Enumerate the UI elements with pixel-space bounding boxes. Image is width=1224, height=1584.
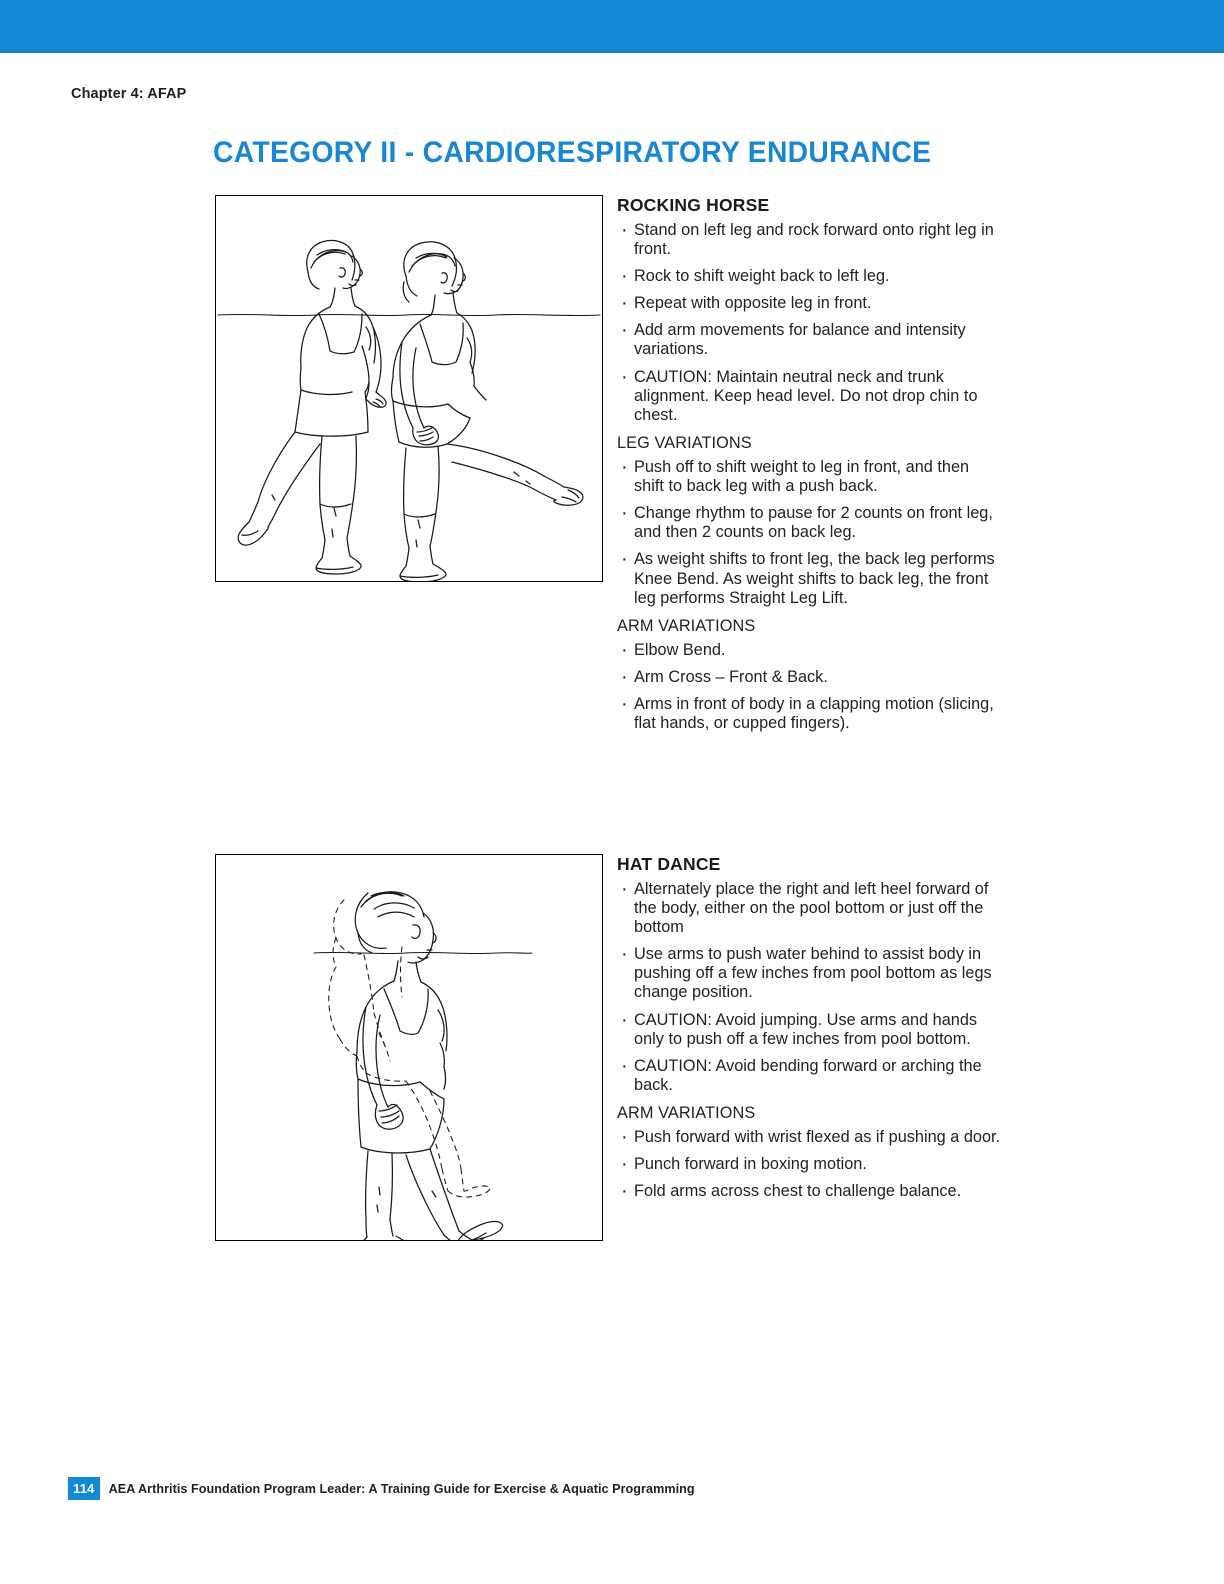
list-item: · Punch forward in boxing motion.	[617, 1155, 1003, 1174]
section-heading-arm-variations: ARM VARIATIONS	[617, 1103, 756, 1122]
list-item: · Repeat with opposite leg in front.	[617, 294, 1003, 313]
arm-variations-list	[617, 641, 1003, 733]
list-item: · CAUTION: Avoid bending forward or arching the back.	[617, 1057, 1003, 1095]
exercise-text-rocking-horse	[617, 195, 1003, 733]
section-heading-arm-variations: ARM VARIATIONS	[617, 616, 756, 635]
illustration-hat-dance	[215, 854, 603, 1241]
list-item: · Fold arms across chest to challenge balance.	[617, 1182, 1003, 1201]
list-item: · Alternately place the right and left heel forward of the body, either on the pool bottom or just off the bottom	[617, 880, 1003, 937]
list-item: · Elbow Bend.	[617, 641, 1003, 660]
list-item: · Push off to shift weight to leg in front, and then shift to back leg with a push back.	[617, 458, 1003, 496]
exercise-title: ROCKING HORSE	[617, 195, 770, 215]
page-number-badge: 114	[68, 1477, 100, 1500]
list-item: · Stand on left leg and rock forward onto right leg in front.	[617, 221, 1003, 259]
list-item: · Push forward with wrist flexed as if pushing a door.	[617, 1128, 1003, 1147]
list-item: · Change rhythm to pause for 2 counts on front leg, and then 2 counts on back leg.	[617, 504, 1003, 542]
footer-title: AEA Arthritis Foundation Program Leader: A Training Guide for Exercise & Aquatic Programming	[108, 1481, 695, 1496]
page-footer	[68, 1477, 695, 1500]
exercise-bullet-list	[617, 221, 1003, 425]
exercise-bullet-list	[617, 880, 1003, 1095]
exercise-text-hat-dance	[617, 854, 1003, 1201]
page-title: CATEGORY II - CARDIORESPIRATORY ENDURANCE	[213, 136, 932, 169]
chapter-label: Chapter 4: AFAP	[71, 86, 187, 102]
section-heading-leg-variations: LEG VARIATIONS	[617, 433, 752, 452]
illustration-rocking-horse	[215, 195, 603, 582]
list-item: · As weight shifts to front leg, the back leg performs Knee Bend. As weight shifts to back leg, the front leg performs Straight Leg Lift.	[617, 550, 1003, 607]
top-banner	[0, 0, 1224, 49]
list-item: · Rock to shift weight back to left leg.	[617, 267, 1003, 286]
list-item: · Arms in front of body in a clapping motion (slicing, flat hands, or cupped fingers).	[617, 695, 1003, 733]
list-item: · Arm Cross – Front & Back.	[617, 668, 1003, 687]
list-item: · CAUTION: Maintain neutral neck and trunk alignment. Keep head level. Do not drop chin to chest.	[617, 368, 1003, 425]
list-item: · Use arms to push water behind to assist body in pushing off a few inches from pool bottom as legs change position.	[617, 945, 1003, 1002]
leg-variations-list	[617, 458, 1003, 607]
list-item: · CAUTION: Avoid jumping. Use arms and hands only to push off a few inches from pool bottom.	[617, 1011, 1003, 1049]
list-item: · Add arm movements for balance and intensity variations.	[617, 321, 1003, 359]
top-banner-rule	[0, 49, 1224, 53]
arm-variations-list	[617, 1128, 1003, 1201]
exercise-title: HAT DANCE	[617, 854, 721, 874]
